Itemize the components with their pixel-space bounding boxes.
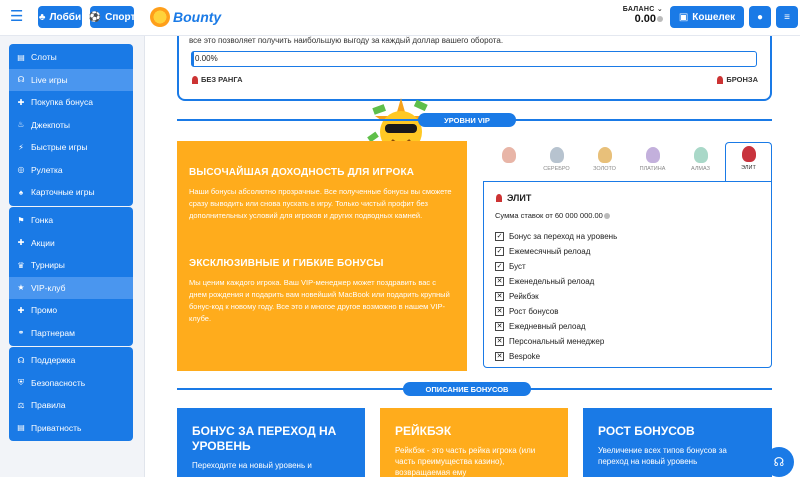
sidebar-item[interactable] — [9, 114, 133, 137]
bonus-description-tag: ОПИСАНИЕ БОНУСОВ — [403, 382, 531, 396]
chevron-down-icon: ⌄ — [656, 6, 663, 13]
cards-icon: ♠ — [18, 187, 24, 197]
headset-icon: ☊ — [17, 355, 25, 365]
shield-icon: ⛨ — [18, 377, 24, 387]
nav-group-info — [9, 347, 133, 441]
card-text: Переходите на новый уровень и — [192, 461, 312, 470]
balance-widget[interactable] — [618, 5, 663, 25]
perk-item — [495, 229, 617, 244]
medal-icon — [742, 146, 756, 162]
sidebar-item-label: Джекпоты — [31, 119, 71, 130]
perk-label: Ежедневный релоад — [509, 322, 586, 331]
perk-item — [495, 259, 617, 274]
trophy-icon: ♛ — [17, 260, 25, 270]
vip-tier-tab[interactable] — [629, 144, 676, 180]
lobby-label: Лобби — [49, 11, 82, 23]
cross-icon: ✕ — [496, 323, 503, 330]
main-content — [145, 36, 800, 477]
rank-to — [717, 75, 758, 84]
perk-item — [495, 349, 617, 364]
medal-icon — [598, 147, 612, 163]
tier-label: ЗОЛОТО — [593, 166, 616, 172]
sidebar-item[interactable] — [9, 277, 133, 300]
perk-label: Бонус за переход на уровень — [509, 232, 618, 241]
vip-tier-tab[interactable] — [485, 144, 532, 180]
sport-label: Спорт — [105, 11, 136, 23]
wallet-icon: ▣ — [678, 11, 689, 23]
balance-label-wrap — [618, 5, 663, 13]
balance-label: БАЛАНС — [622, 6, 655, 13]
handshake-icon: ⚭ — [17, 328, 25, 338]
perk-item — [495, 289, 617, 304]
gift-icon: ✚ — [17, 305, 25, 315]
sidebar-item-label: Приватность — [31, 422, 82, 433]
cross-icon: ✕ — [496, 278, 503, 285]
sidebar-item[interactable] — [9, 394, 133, 417]
checkmark-icon: ✓ — [496, 248, 503, 255]
rank-note: все это позволяет получить наибольшую выгоду за каждый доллар вашего оборота. — [189, 36, 504, 45]
chat-button[interactable] — [764, 447, 794, 477]
headset-icon: ☊ — [773, 455, 785, 469]
rank-from — [192, 75, 243, 84]
medal-icon — [502, 147, 516, 163]
perk-label: Буст — [509, 262, 526, 271]
sidebar-item-label: Live игры — [31, 74, 68, 85]
tier-label: ПЛАТИНА — [639, 166, 666, 172]
perk-label: Ежемесячный релоад — [509, 247, 591, 256]
perk-label: Персональный менеджер — [509, 337, 605, 346]
scales-icon: ⚖ — [17, 400, 25, 410]
bonus-card-level-up — [177, 408, 365, 477]
sidebar-item[interactable] — [9, 69, 133, 92]
flame-icon: ♨ — [17, 120, 25, 130]
rank-ribbon-icon — [192, 76, 198, 84]
logo-text: Bounty — [173, 9, 222, 25]
sidebar-item-label: Турниры — [31, 260, 65, 271]
bonus-card-growth — [583, 408, 772, 477]
wallet-button[interactable] — [670, 6, 744, 28]
vip-levels-widget — [483, 142, 772, 368]
cross-icon: ✕ — [496, 293, 503, 300]
flag-icon: ⚑ — [17, 215, 25, 225]
perk-label: Рейкбэк — [509, 292, 539, 301]
benefit-heading-2: ЭКСКЛЮЗИВНЫЕ И ГИБКИЕ БОНУСЫ — [189, 258, 384, 269]
sidebar-item[interactable] — [9, 254, 133, 277]
elite-ribbon-icon — [496, 194, 502, 202]
perk-list — [495, 229, 617, 364]
sidebar-item[interactable] — [9, 91, 133, 114]
benefit-text-1: Наши бонусы абсолютно прозрачные. Все полученные бонусы вы сможете сразу выводить или снова пускать в игру. Только чистый профит без дополнительных условий для игроков и других подводных камней. — [189, 187, 452, 220]
sidebar-item[interactable] — [9, 209, 133, 232]
vip-tier-tab[interactable] — [725, 142, 772, 182]
level-sum: Сумма ставок от 60 000 000.00 — [495, 211, 603, 220]
vip-tier-tab[interactable] — [677, 144, 724, 180]
sidebar-item-label: Акции — [31, 237, 55, 248]
card-text: Увеличение всех типов бонусов за переход на новый уровень — [598, 446, 727, 466]
bolt-icon: ⚡ — [18, 142, 24, 152]
medal-icon — [550, 147, 564, 163]
sidebar-item-label: Рулетка — [31, 164, 63, 175]
user-icon: ● — [756, 11, 764, 23]
rank-to-label: БРОНЗА — [726, 75, 758, 84]
nav-group-games — [9, 44, 133, 206]
level-title: ЭЛИТ — [507, 193, 532, 203]
balance-value-wrap — [618, 13, 663, 25]
sidebar-item[interactable] — [9, 159, 133, 182]
bonus-card-rakeback — [380, 408, 568, 477]
tier-label: ЭЛИТ — [741, 165, 756, 171]
perk-label: Еженедельный релоад — [509, 277, 595, 286]
tier-label: СЕРЕБРО — [543, 166, 570, 172]
sidebar-item[interactable] — [9, 136, 133, 159]
spacer — [189, 222, 455, 258]
document-icon: ▤ — [17, 423, 25, 433]
star-icon: ★ — [17, 283, 25, 293]
balance-value: 0.00 — [634, 13, 656, 25]
gift-icon: ✚ — [17, 97, 25, 107]
sidebar — [0, 36, 145, 477]
sidebar-item-label: Быстрые игры — [31, 142, 88, 153]
logo[interactable] — [150, 6, 221, 28]
sidebar-item-label: Поддержка — [31, 355, 76, 366]
cross-icon: ✕ — [496, 308, 503, 315]
nav-group-promo — [9, 207, 133, 346]
lobby-icon: ♣ — [38, 11, 46, 23]
sidebar-item[interactable] — [9, 232, 133, 255]
rank-progress-box — [177, 36, 772, 101]
perk-item — [495, 274, 617, 289]
sidebar-item[interactable] — [9, 322, 133, 345]
wallet-label: Кошелек — [692, 11, 736, 23]
vip-tier-tab[interactable] — [533, 144, 580, 180]
level-sum-wrap — [495, 211, 610, 220]
sidebar-item-label: VIP-клуб — [31, 282, 66, 293]
notifications-button[interactable] — [776, 6, 798, 28]
benefit-text-2: Мы ценим каждого игрока. Ваш VIP-менеджер может поздравить вас с днем рождения и подарить вам новейший MacBook или подарить крупный бонус-код к новому году. Все это и многое другое возможно в нашем VIP-клубе. — [189, 278, 450, 323]
profile-button[interactable] — [749, 6, 771, 28]
card-text: Рейкбэк - это часть рейка игрока (или часть преимущества казино), возвращаемая ему — [395, 446, 536, 477]
sidebar-item[interactable] — [9, 417, 133, 440]
card-title: РЕЙКБЭК — [395, 424, 452, 438]
coin-icon — [604, 213, 610, 219]
card-title: БОНУС ЗА ПЕРЕХОД НА УРОВЕНЬ — [192, 424, 337, 453]
cross-icon: ✕ — [496, 353, 503, 360]
perk-label: Рост бонусов — [509, 307, 559, 316]
cross-icon: ✕ — [496, 338, 503, 345]
benefit-heading-1: ВЫСОЧАЙШАЯ ДОХОДНОСТЬ ДЛЯ ИГРОКА — [189, 167, 415, 178]
progress-label: 0.00% — [195, 54, 218, 63]
rank-progress-bar — [191, 51, 757, 67]
vip-tier-tab[interactable] — [581, 144, 628, 180]
tier-label: АЛМАЗ — [691, 166, 710, 172]
sidebar-item[interactable] — [9, 181, 133, 204]
medal-icon — [694, 147, 708, 163]
sidebar-item[interactable] — [9, 372, 133, 395]
level-title-wrap — [496, 193, 531, 203]
sport-icon: ⚽ — [88, 11, 102, 23]
sidebar-item-label: Безопасность — [31, 377, 86, 388]
perk-item — [495, 334, 617, 349]
perk-item — [495, 304, 617, 319]
checkmark-icon: ✓ — [496, 233, 503, 240]
palm-sun-icon — [150, 7, 170, 27]
sidebar-item[interactable] — [9, 349, 133, 372]
sidebar-item-label: Промо — [31, 305, 58, 316]
card-title: РОСТ БОНУСОВ — [598, 424, 695, 438]
sidebar-item-label: Слоты — [31, 52, 57, 63]
sport-button[interactable] — [90, 6, 134, 28]
slot-icon: ▤ — [17, 52, 25, 62]
roulette-icon: ◎ — [17, 165, 25, 175]
sidebar-item[interactable] — [9, 46, 133, 69]
lobby-button[interactable] — [38, 6, 82, 28]
vip-benefits-panel — [177, 141, 467, 371]
perk-label: Bespoke — [509, 352, 541, 361]
sidebar-item[interactable] — [9, 299, 133, 322]
perk-item — [495, 319, 617, 334]
sidebar-item-label: Правила — [31, 400, 66, 411]
vip-levels-tag: УРОВНИ VIP — [418, 113, 516, 127]
sidebar-item-label: Покупка бонуса — [31, 97, 93, 108]
sidebar-item-label: Карточные игры — [31, 187, 95, 198]
progress-fill — [192, 52, 194, 66]
perk-item — [495, 244, 617, 259]
medal-icon — [646, 147, 660, 163]
rank-from-label: БЕЗ РАНГА — [201, 75, 243, 84]
menu-icon[interactable]: ☰ — [10, 8, 24, 25]
level-details — [483, 181, 772, 368]
rank-ribbon-icon — [717, 76, 723, 84]
sidebar-item-label: Партнерам — [31, 327, 75, 338]
list-icon: ≡ — [784, 11, 790, 23]
coin-icon — [657, 16, 663, 22]
checkmark-icon: ✓ — [496, 263, 503, 270]
gift-icon: ✚ — [17, 238, 25, 248]
top-header — [0, 0, 800, 36]
sidebar-item-label: Гонка — [31, 215, 54, 226]
headset-icon: ☊ — [17, 75, 25, 85]
